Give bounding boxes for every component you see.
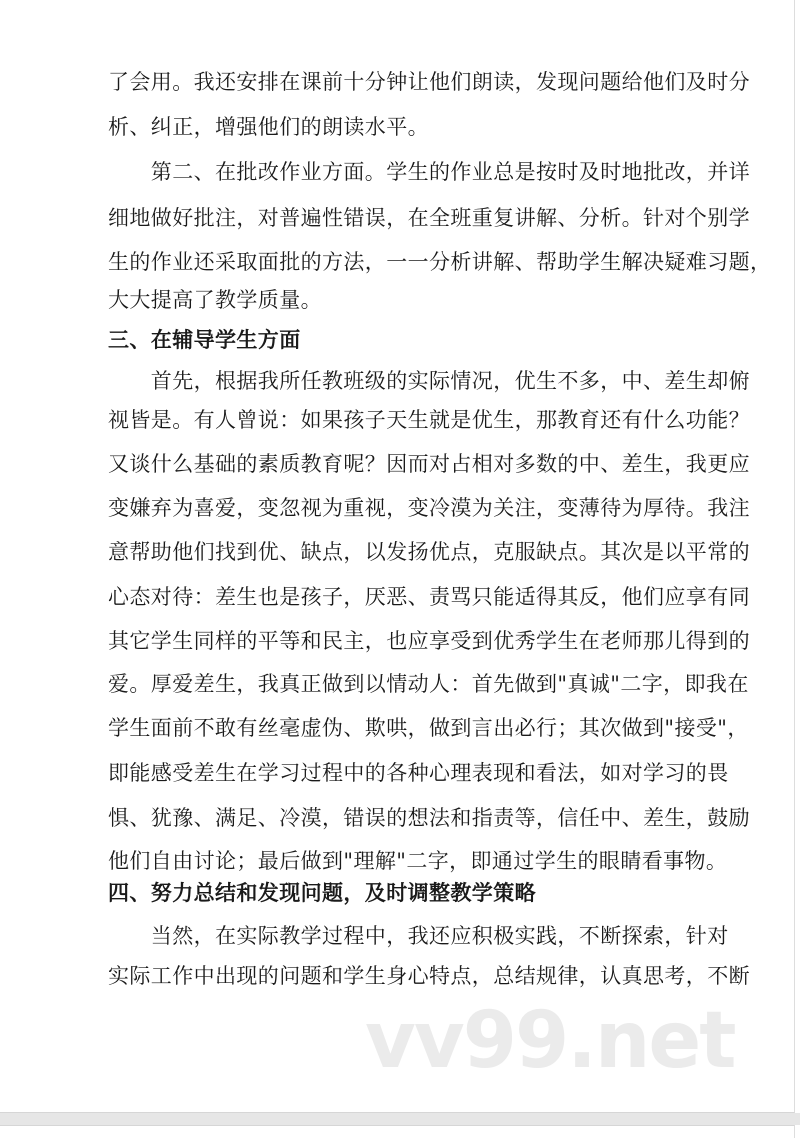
text-line: 又谈什么基础的素质教育呢？因而对占相对多数的中、差生，我更应	[108, 452, 750, 476]
page-gap	[0, 1113, 800, 1125]
text-line: 了会用。我还安排在课前十分钟让他们朗读，发现问题给他们及时分	[108, 70, 750, 94]
section-heading: 三、在辅导学生方面	[108, 327, 301, 352]
section-heading: 四、努力总结和发现问题，及时调整教学策略	[108, 880, 536, 905]
text-line: 爱。厚爱差生，我真正做到以情动人：首先做到"真诚"二字，即我在	[108, 672, 749, 696]
text-line: 细地做好批注，对普遍性错误，在全班重复讲解、分析。针对个别学	[108, 206, 750, 230]
text-line: 实际工作中出现的问题和学生身心特点，总结规律，认真思考，不断	[108, 964, 750, 988]
next-page	[0, 1125, 795, 1138]
watermark: vv99.net	[365, 996, 735, 1086]
text-line: 当然，在实际教学过程中，我还应积极实践，不断探索，针对	[108, 924, 729, 948]
text-line: 他们自由讨论；最后做到"理解"二字，即通过学生的眼睛看事物。	[108, 849, 728, 873]
text-line: 意帮助他们找到优、缺点，以发扬优点，克服缺点。其次是以平常的	[108, 540, 750, 564]
text-line: 视皆是。有人曾说：如果孩子天生就是优生，那教育还有什么功能？	[108, 408, 750, 432]
text-line: 惧、犹豫、满足、冷漠，错误的想法和指责等，信任中、差生，鼓励	[108, 806, 750, 830]
text-line: 其它学生同样的平等和民主，也应享受到优秀学生在老师那儿得到的	[108, 629, 750, 653]
text-line: 首先，根据我所任教班级的实际情况，优生不多，中、差生却俯	[108, 369, 750, 393]
text-line: 第二、在批改作业方面。学生的作业总是按时及时地批改，并详	[108, 160, 750, 184]
text-line: 大大提高了教学质量。	[108, 288, 322, 312]
text-line: 析、纠正，增强他们的朗读水平。	[108, 115, 429, 139]
text-line: 生的作业还采取面批的方法，一一分析讲解、帮助学生解决疑难习题，	[108, 250, 772, 274]
text-line: 心态对待：差生也是孩子，厌恶、责骂只能适得其反，他们应享有同	[108, 585, 750, 609]
text-line: 变嫌弃为喜爱，变忽视为重视，变冷漠为关注，变薄待为厚待。我注	[108, 496, 750, 520]
text-line: 即能感受差生在学习过程中的各种心理表现和看法，如对学习的畏	[108, 761, 729, 785]
text-line: 学生面前不敢有丝毫虚伪、欺哄，做到言出必行；其次做到"接受"，	[108, 716, 749, 740]
